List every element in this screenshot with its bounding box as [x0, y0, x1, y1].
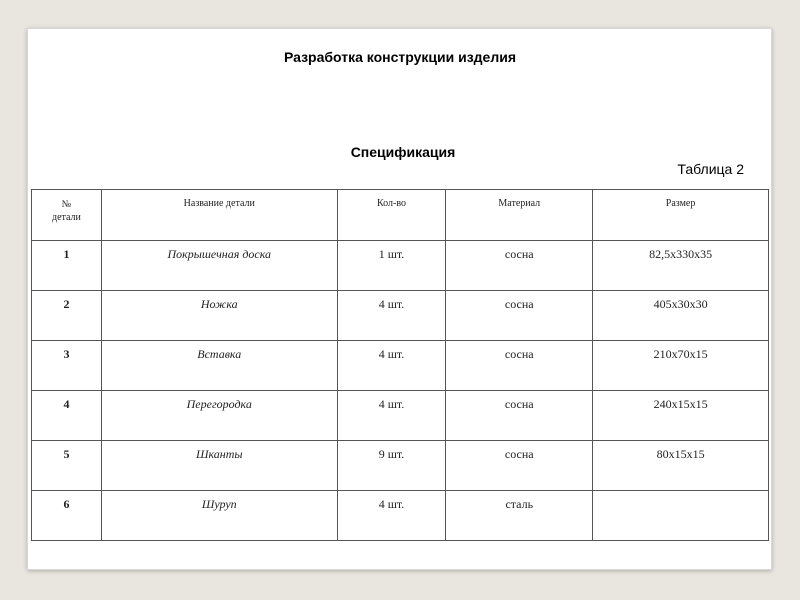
table-row [32, 491, 769, 541]
cell-size: 405х30х30 [593, 291, 769, 341]
cell-size: 82,5х330х35 [593, 241, 769, 291]
cell-material: сосна [446, 341, 593, 391]
cell-size [593, 491, 769, 541]
cell-quantity: 4 шт. [337, 491, 446, 541]
header-material: Материал [446, 190, 593, 241]
cell-part-number: 3 [32, 341, 102, 391]
cell-part-name: Шканты [101, 441, 337, 491]
table-row [32, 391, 769, 441]
cell-part-name: Шуруп [101, 491, 337, 541]
table-row [32, 241, 769, 291]
table-row [32, 441, 769, 491]
cell-part-number: 4 [32, 391, 102, 441]
page-title: Разработка конструкции изделия [283, 49, 517, 65]
header-size: Размер [593, 190, 769, 241]
cell-size: 80х15х15 [593, 441, 769, 491]
cell-part-name: Перегородка [101, 391, 337, 441]
cell-quantity: 1 шт. [337, 241, 446, 291]
table-header-row [32, 190, 769, 241]
cell-size: 210х70х15 [593, 341, 769, 391]
cell-part-number: 2 [32, 291, 102, 341]
table-row [32, 291, 769, 341]
specification-heading: Спецификация [350, 144, 456, 160]
cell-part-name: Вставка [101, 341, 337, 391]
cell-quantity: 4 шт. [337, 391, 446, 441]
header-quantity: Кол-во [337, 190, 446, 241]
cell-part-number: 5 [32, 441, 102, 491]
cell-material: сосна [446, 241, 593, 291]
cell-part-name: Покрышечная доска [101, 241, 337, 291]
header-part-number [32, 190, 102, 241]
cell-quantity: 4 шт. [337, 291, 446, 341]
cell-material: сосна [446, 291, 593, 341]
table-row [32, 341, 769, 391]
cell-part-number: 6 [32, 491, 102, 541]
cell-size: 240х15х15 [593, 391, 769, 441]
cell-part-name: Ножка [101, 291, 337, 341]
cell-material: сосна [446, 391, 593, 441]
cell-quantity: 9 шт. [337, 441, 446, 491]
header-part-number-line1: № [61, 199, 72, 210]
table-label: Таблица 2 [677, 161, 744, 177]
cell-quantity: 4 шт. [337, 341, 446, 391]
cell-material: сталь [446, 491, 593, 541]
header-part-number-line2: детали [52, 212, 81, 223]
header-part-name: Название детали [101, 190, 337, 241]
specification-table [31, 189, 769, 541]
cell-material: сосна [446, 441, 593, 491]
cell-part-number: 1 [32, 241, 102, 291]
